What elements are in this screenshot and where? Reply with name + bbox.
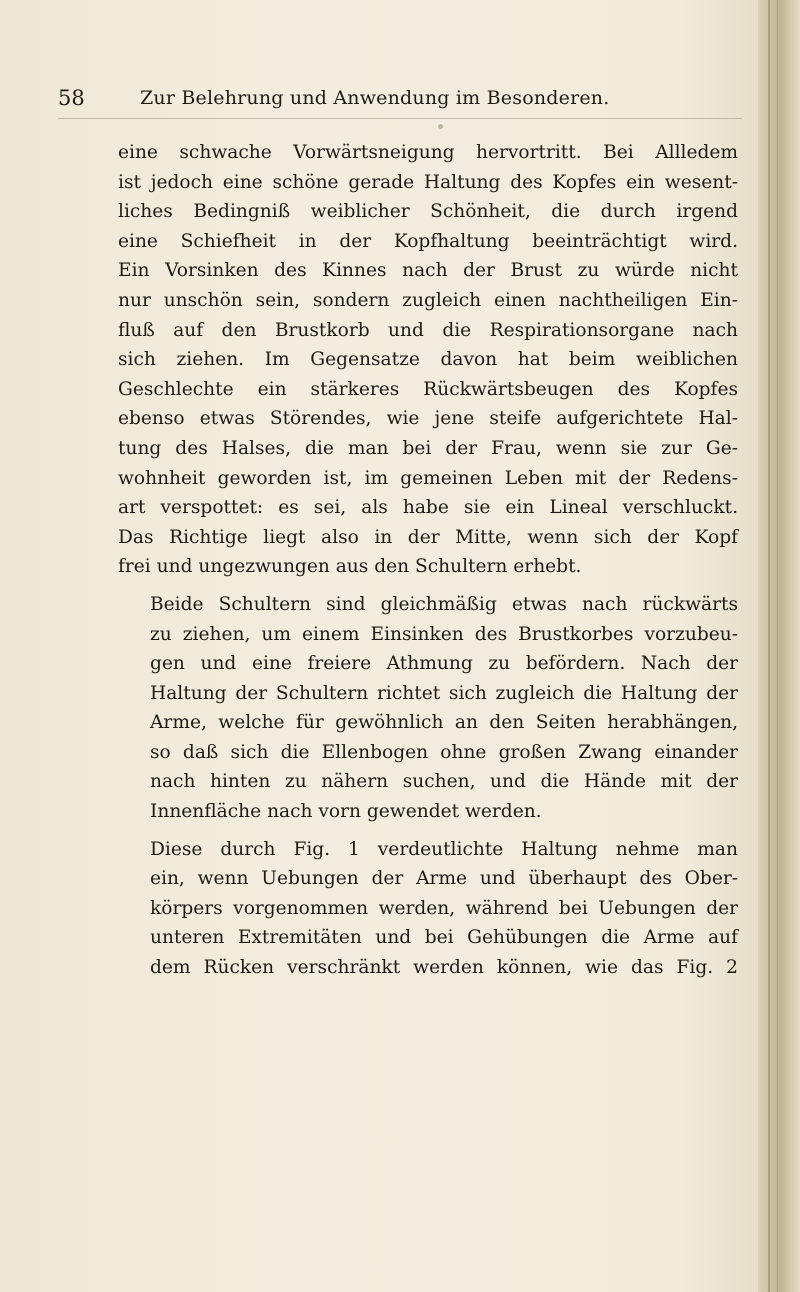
text-line: so daß sich die Ellenbogen ohne großen Zwang einander — [150, 741, 738, 763]
text-line: gen und eine freiere Athmung zu befördern. Nach der — [150, 653, 738, 675]
paragraph — [118, 590, 738, 827]
text-line: unteren Extremitäten und bei Gehübungen die Arme auf — [150, 927, 738, 949]
text-line: dem Rücken verschränkt werden können, wie das Fig. 2 — [150, 957, 738, 979]
text-line: eine Schiefheit in der Kopfhaltung beeinträchtigt wird. — [118, 230, 738, 252]
text-line: nur unschön sein, sondern zugleich einen nachtheiligen Ein- — [118, 289, 738, 311]
text-line: Haltung der Schultern richtet sich zugleich die Haltung der — [150, 682, 738, 704]
text-line: wohnheit geworden ist, im gemeinen Leben mit der Redens- — [118, 467, 738, 489]
text-line: frei und ungezwungen aus den Schultern erhebt. — [118, 556, 582, 578]
text-line: körpers vorgenommen werden, während bei Uebungen der — [150, 897, 738, 919]
text-line: fluß auf den Brustkorb und die Respirationsorgane nach — [118, 319, 738, 341]
page-edge-line-inner — [777, 0, 778, 1292]
text-line: ist jedoch eine schöne gerade Haltung des Kopfes ein wesent- — [118, 171, 738, 193]
text-line: liches Bedingniß weiblicher Schönheit, die durch irgend — [118, 201, 738, 223]
text-line: Innenfläche nach vorn gewendet werden. — [150, 801, 542, 823]
text-line: ebenso etwas Störendes, wie jene steife aufgerichtete Hal- — [118, 408, 738, 430]
page-header — [58, 84, 748, 114]
header-rule — [58, 118, 742, 119]
text-line: Ein Vorsinken des Kinnes nach der Brust zu würde nicht — [118, 260, 738, 282]
text-line: sich ziehen. Im Gegensatze davon hat beim weiblichen — [118, 349, 738, 371]
text-line: Geschlechte ein stärkeres Rückwärtsbeugen des Kopfes — [118, 378, 738, 400]
text-line: Diese durch Fig. 1 verdeutlichte Haltung nehme man — [150, 838, 738, 860]
page-edge-line — [768, 0, 770, 1292]
paragraph — [118, 835, 738, 983]
paragraph — [118, 138, 738, 582]
page-edge-shadow — [758, 0, 800, 1292]
text-line: ein, wenn Uebungen der Arme und überhaupt des Ober- — [150, 868, 738, 890]
text-line: Arme, welche für gewöhnlich an den Seiten herabhängen, — [150, 712, 738, 734]
ink-speck — [438, 124, 443, 129]
body-text — [118, 138, 738, 983]
text-line: Das Richtige liegt also in der Mitte, wenn sich der Kopf — [118, 526, 738, 548]
text-line: nach hinten zu nähern suchen, und die Hände mit der — [150, 771, 738, 793]
running-title: Zur Belehrung und Anwendung im Besonderen. — [140, 87, 610, 109]
text-line: art verspottet: es sei, als habe sie ein Lineal verschluckt. — [118, 497, 738, 519]
text-line: tung des Halses, die man bei der Frau, wenn sie zur Ge- — [118, 437, 738, 459]
page-number: 58 — [58, 86, 85, 110]
text-line: eine schwache Vorwärtsneigung hervortritt. Bei Allledem — [118, 142, 738, 163]
text-line: zu ziehen, um einem Einsinken des Brustkorbes vorzubeu- — [150, 623, 738, 645]
text-line: Beide Schultern sind gleichmäßig etwas nach rückwärts — [150, 593, 738, 615]
